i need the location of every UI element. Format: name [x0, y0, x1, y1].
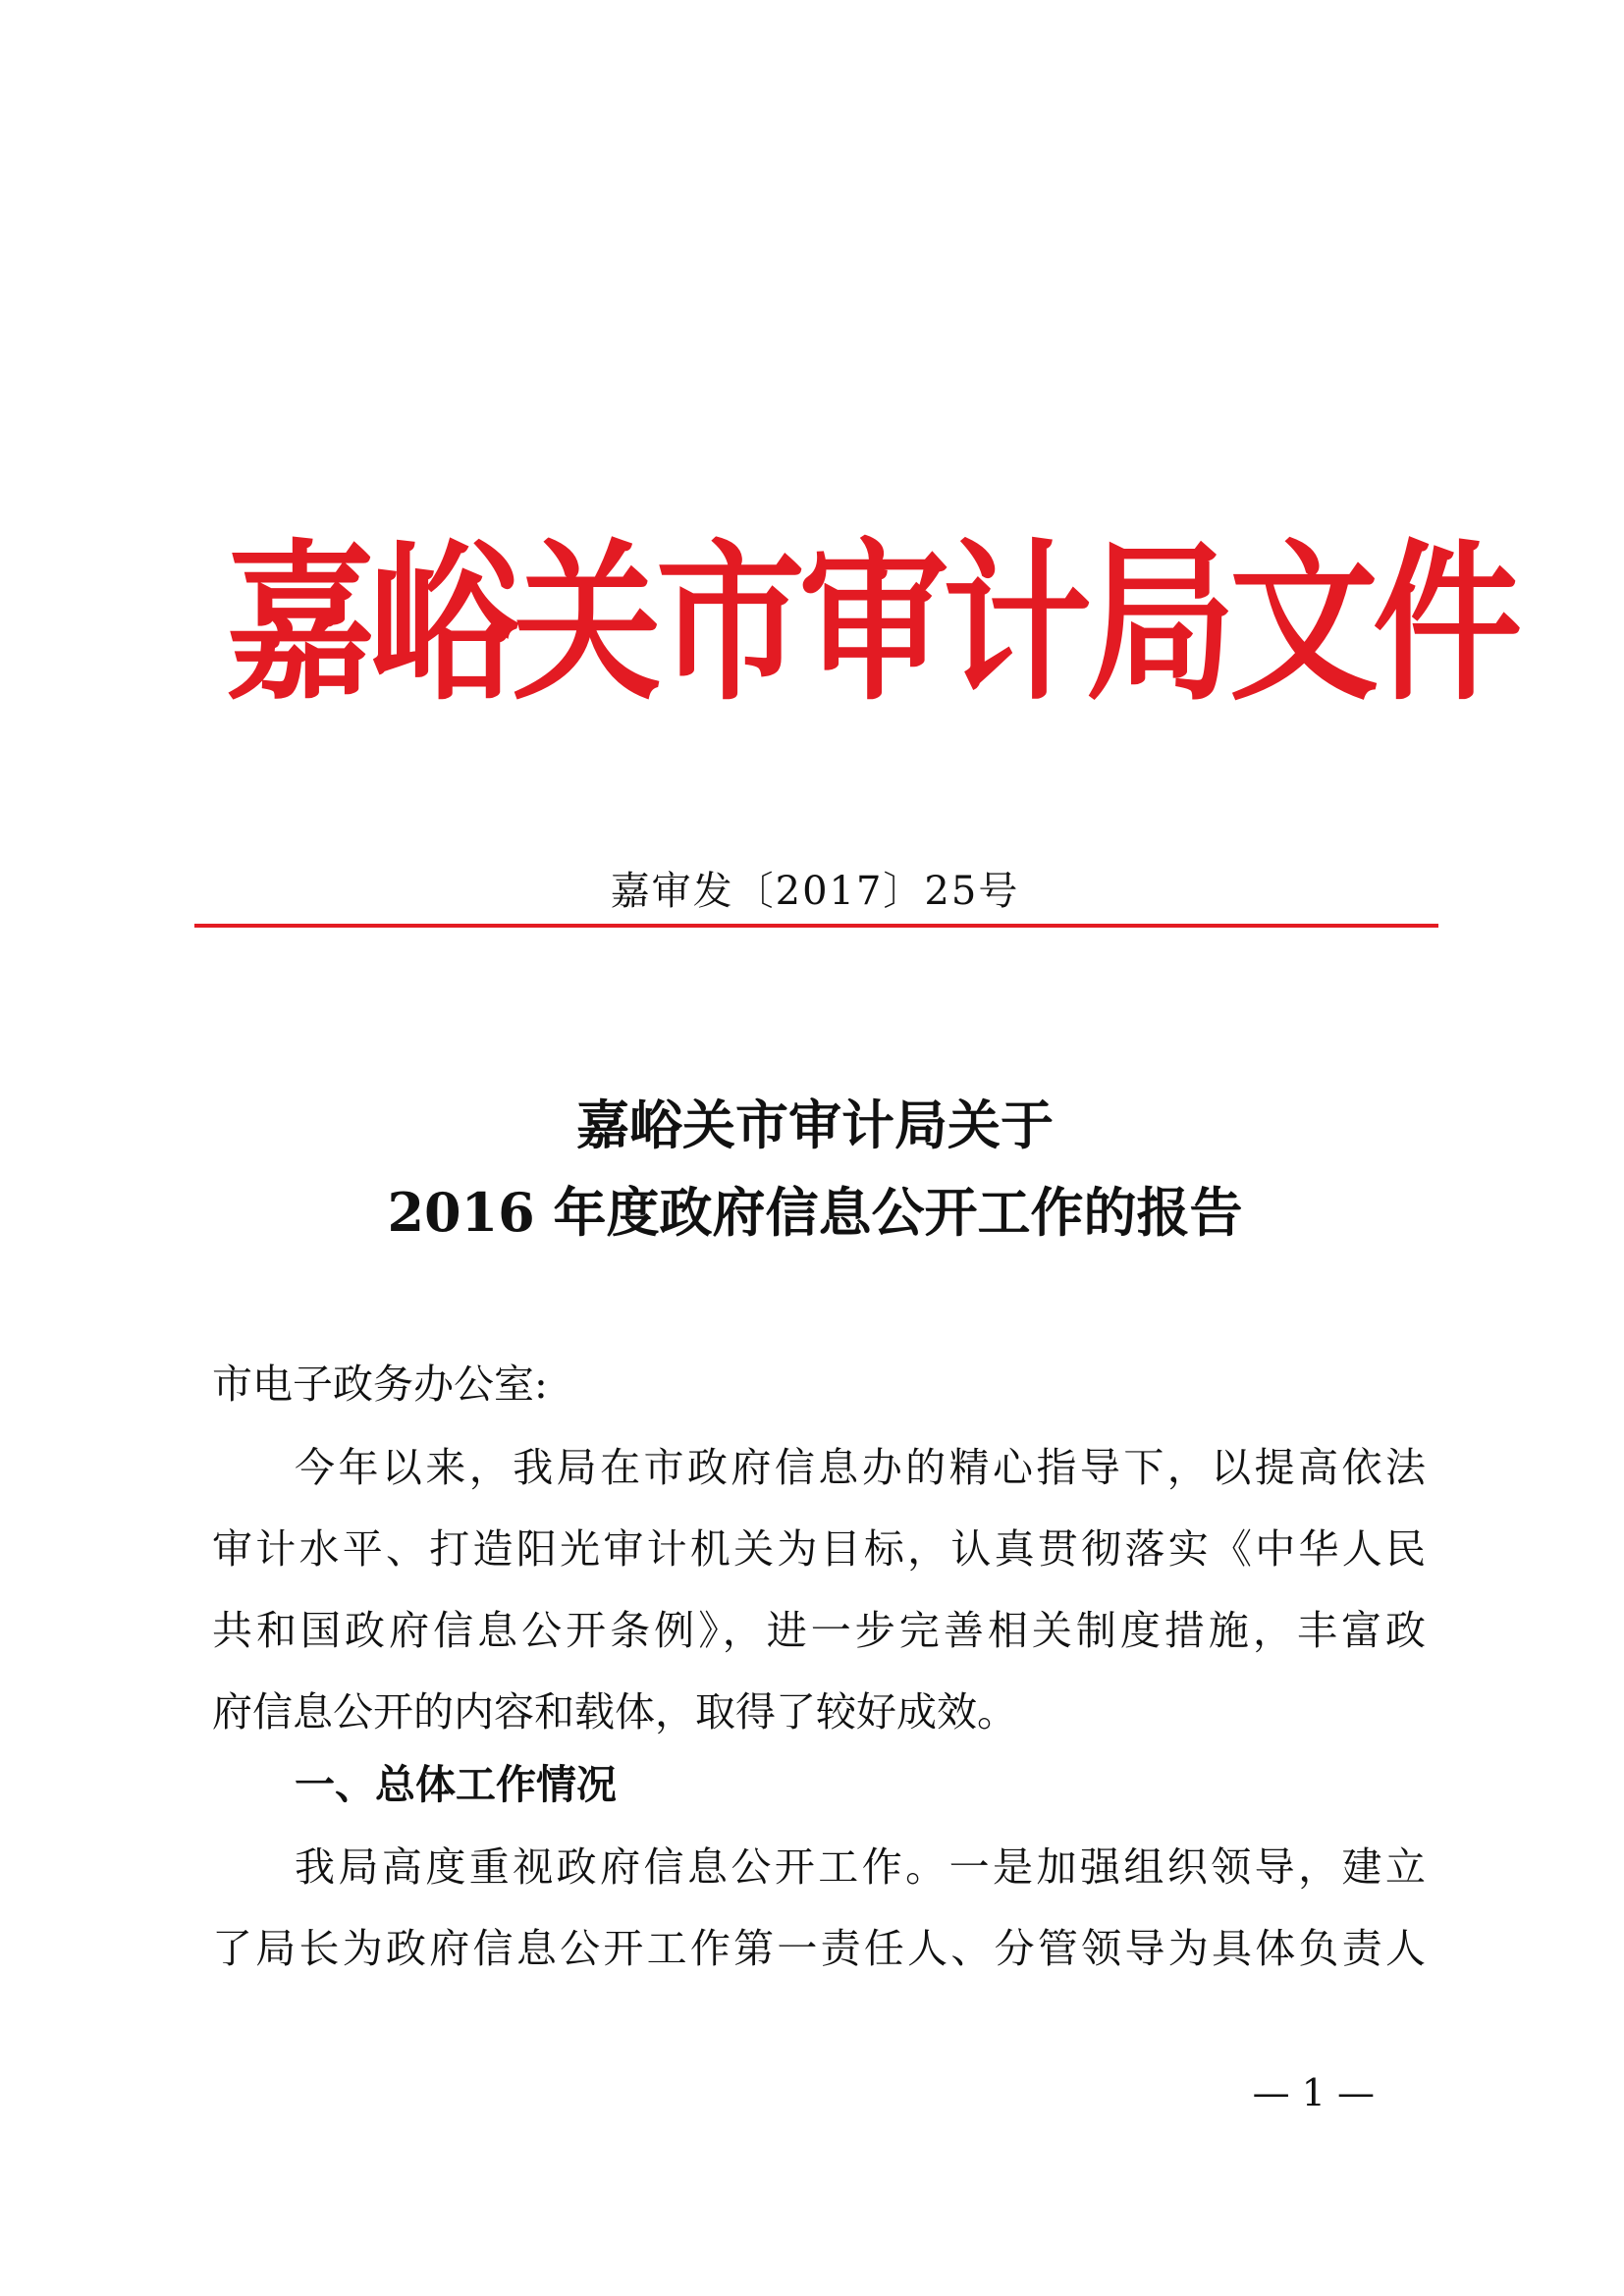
salutation: 市电子政务办公室: — [212, 1361, 548, 1408]
issuer-title: 嘉峪关市审计局文件 — [226, 521, 1516, 724]
paragraph-1-line-1: 今年以来，我局在市政府信息办的精心指导下，以提高依法 — [295, 1444, 1426, 1491]
report-title-line-1: 嘉峪关市审计局关于 — [576, 1094, 1054, 1156]
document-number: 嘉审发〔2017〕25号 — [610, 869, 1020, 914]
report-title-line-2: 2016 年度政府信息公开工作的报告 — [387, 1181, 1243, 1244]
section-1-heading: 一、总体工作情况 — [295, 1761, 617, 1808]
red-separator-line — [194, 924, 1438, 928]
paragraph-1-line-2: 审计水平、打造阳光审计机关为目标，认真贯彻落实《中华人民 — [212, 1525, 1426, 1573]
page-number: — 1 — — [1252, 2071, 1375, 2114]
paragraph-1-line-4: 府信息公开的内容和载体，取得了较好成效。 — [212, 1688, 1017, 1735]
paragraph-1-line-3: 共和国政府信息公开条例》，进一步完善相关制度措施，丰富政 — [212, 1607, 1426, 1654]
paragraph-2-line-1: 我局高度重视政府信息公开工作。一是加强组织领导，建立 — [295, 1843, 1426, 1891]
paragraph-2-line-2: 了局长为政府信息公开工作第一责任人、分管领导为具体负责人 — [212, 1925, 1426, 1972]
